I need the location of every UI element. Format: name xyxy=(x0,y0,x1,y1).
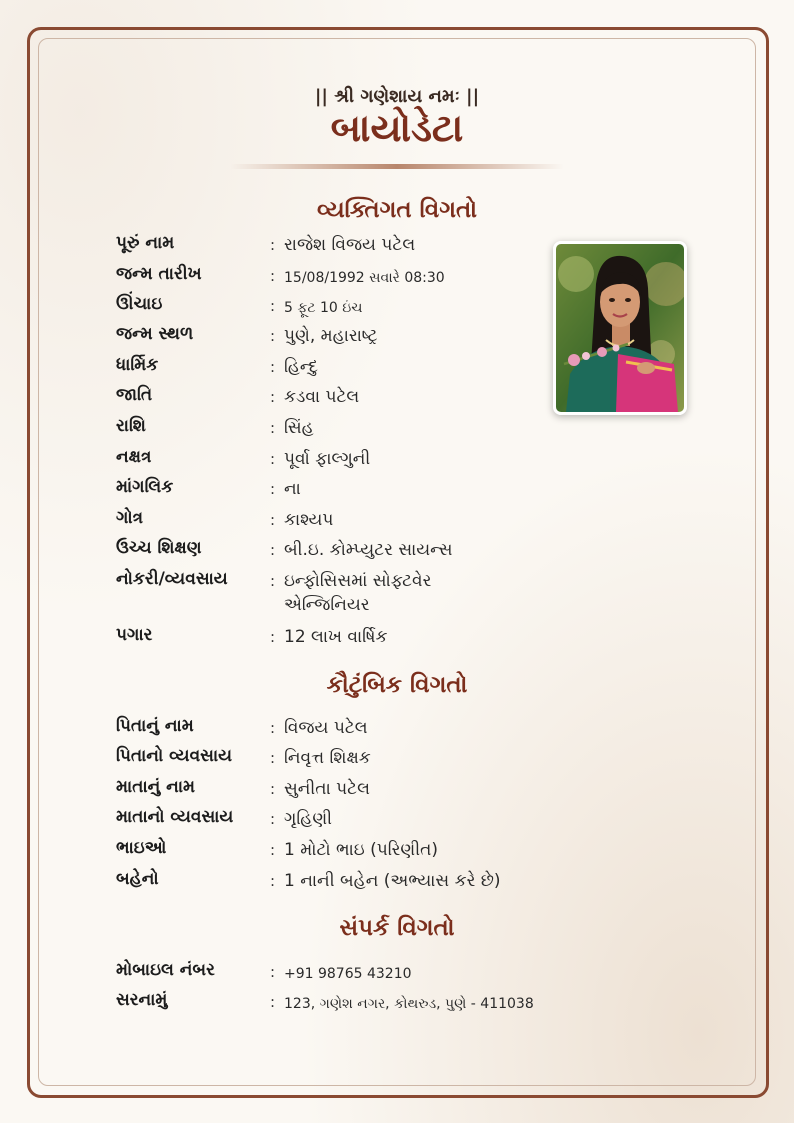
row-label: ધાર્મિક xyxy=(116,355,159,375)
row-label: મોબાઇલ નંબર xyxy=(116,960,215,980)
row-separator: : xyxy=(270,267,276,285)
row-separator: : xyxy=(270,511,276,529)
row-separator: : xyxy=(270,388,276,406)
title-divider xyxy=(230,164,564,169)
row-separator: : xyxy=(270,963,276,981)
row-separator: : xyxy=(270,841,276,859)
row-value: રાજેશ વિજય પટેલ xyxy=(284,235,416,255)
row-label: જન્મ તારીખ xyxy=(116,264,202,284)
row-separator: : xyxy=(270,327,276,345)
row-separator: : xyxy=(270,297,276,315)
row-value: નિવૃત્ત શિક્ષક xyxy=(284,748,371,768)
row-value: +91 98765 43210 xyxy=(284,966,412,982)
row-value: પુણે, મહારાષ્ટ્ર xyxy=(284,326,378,346)
row-label: નોકરી/વ્યવસાય xyxy=(116,569,228,589)
row-label: સરનામું xyxy=(116,990,168,1010)
row-separator: : xyxy=(270,780,276,798)
row-separator: : xyxy=(270,628,276,646)
row-label: માંગલિક xyxy=(116,477,174,497)
profile-photo xyxy=(553,241,687,415)
row-label: પૂરું નામ xyxy=(116,233,175,253)
row-separator: : xyxy=(270,541,276,559)
row-label: પિતાનો વ્યવસાય xyxy=(116,746,233,766)
contact-section-heading: સંપર્ક વિગતો xyxy=(339,915,455,941)
row-label: નક્ષત્ર xyxy=(116,447,152,467)
row-value: ના xyxy=(284,479,301,499)
row-value: કડવા પટેલ xyxy=(284,387,360,407)
row-value: પૂર્વા ફાલ્ગુની xyxy=(284,449,371,469)
row-label: પગાર xyxy=(116,625,153,645)
row-value: ગૃહિણી xyxy=(284,809,333,829)
row-label: જન્મ સ્થળ xyxy=(116,324,194,344)
row-label: ઉચ્ચ શિક્ષણ xyxy=(116,538,202,558)
family-section-heading: કૌટુંબિક વિગતો xyxy=(326,672,468,698)
row-value: 1 મોટો ભાઇ (પરિણીત) xyxy=(284,840,439,860)
row-separator: : xyxy=(270,993,276,1011)
row-separator: : xyxy=(270,480,276,498)
row-label: બહેનો xyxy=(116,869,159,889)
row-label: માતાનું નામ xyxy=(116,777,196,797)
row-separator: : xyxy=(270,810,276,828)
personal-section-heading: વ્યક્તિગત વિગતો xyxy=(317,197,477,223)
row-value: ઇન્ફોસિસમાં સોફ્ટવેર એન્જિનિયર xyxy=(284,571,432,615)
row-label: જાતિ xyxy=(116,385,153,405)
row-label: ભાઇઓ xyxy=(116,838,167,858)
row-separator: : xyxy=(270,358,276,376)
row-value: સુનીતા પટેલ xyxy=(284,779,370,799)
row-value: 12 લાખ વાર્ષિક xyxy=(284,627,388,647)
row-separator: : xyxy=(270,236,276,254)
row-separator: : xyxy=(270,749,276,767)
row-label: ઊંચાઇ xyxy=(116,294,163,314)
row-value: કાશ્યપ xyxy=(284,510,334,530)
row-value: વિજય પટેલ xyxy=(284,718,368,738)
row-separator: : xyxy=(270,872,276,890)
row-separator: : xyxy=(270,450,276,468)
row-value: બી.ઇ. કોમ્પ્યુટર સાયન્સ xyxy=(284,540,453,560)
row-value: 123, ગણેશ નગર, કોથરુડ, પુણે - 411038 xyxy=(284,996,534,1012)
row-separator: : xyxy=(270,719,276,737)
row-label: રાશિ xyxy=(116,416,146,436)
invocation-line: || શ્રી ગણેશાય નમઃ || xyxy=(314,86,480,107)
row-value: હિન્દુ xyxy=(284,357,318,377)
row-label: ગોત્ર xyxy=(116,508,144,528)
row-value: 1 નાની બહેન (અભ્યાસ કરે છે) xyxy=(284,871,501,891)
row-value: 5 ફૂટ 10 ઇંચ xyxy=(284,300,363,316)
portrait-image xyxy=(556,244,684,412)
row-value: સિંહ xyxy=(284,418,314,438)
row-value: 15/08/1992 સવારે 08:30 xyxy=(284,270,445,286)
row-separator: : xyxy=(270,572,276,590)
page-title: બાયોડેટા xyxy=(330,106,464,150)
row-separator: : xyxy=(270,419,276,437)
row-label: માતાનો વ્યવસાય xyxy=(116,807,234,827)
row-label: પિતાનું નામ xyxy=(116,716,194,736)
